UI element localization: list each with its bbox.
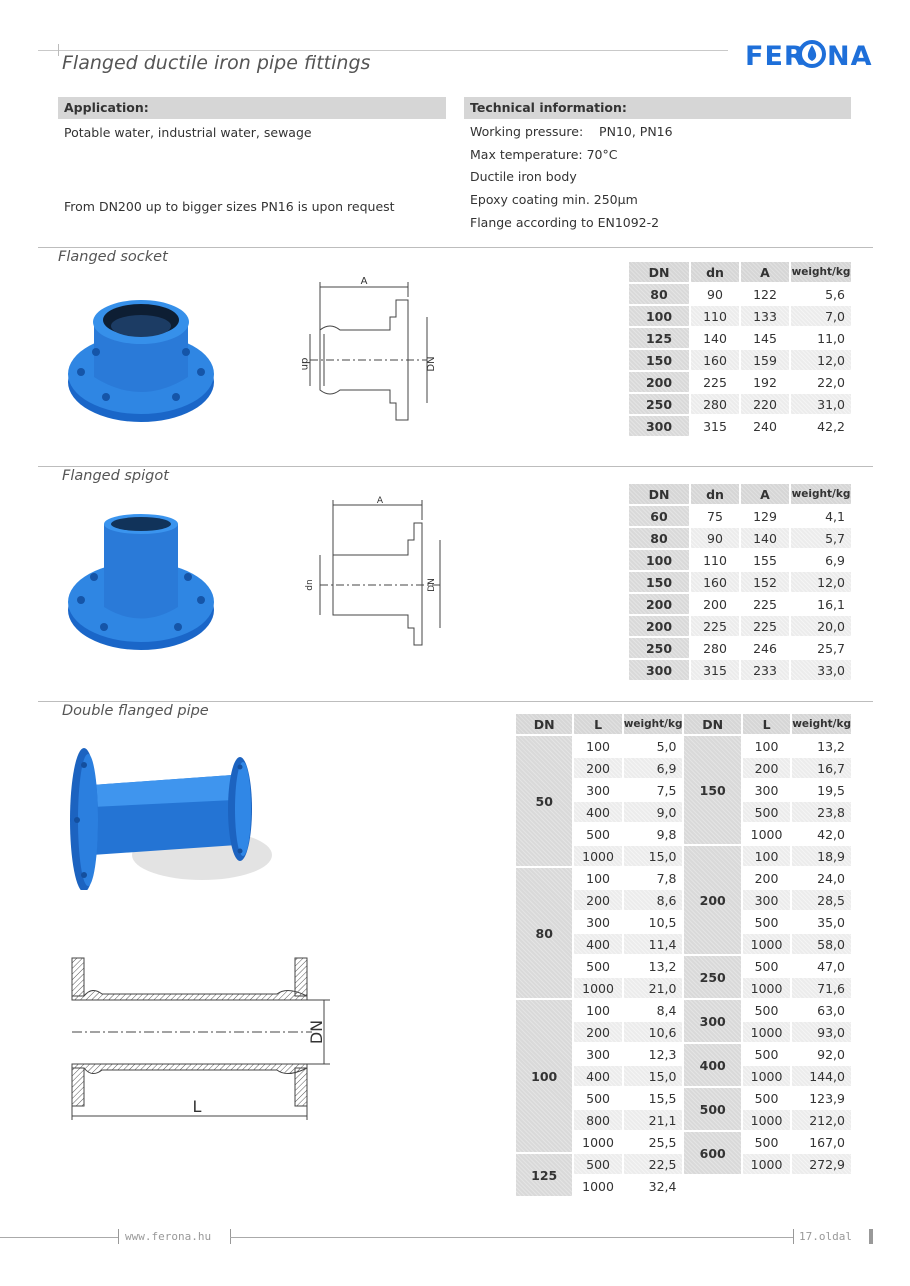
weight-cell: 22,0 — [791, 372, 851, 392]
table-cell: 225 — [691, 616, 739, 636]
table-cell: 133 — [741, 306, 789, 326]
footer-tick — [118, 1229, 119, 1244]
weight-cell: 18,9 — [792, 846, 851, 866]
double-flanged-rows — [516, 736, 851, 1196]
weight-cell: 123,9 — [792, 1088, 851, 1108]
flanged-socket-rows — [629, 284, 851, 436]
col-header: weight/kg — [792, 714, 851, 734]
tech-line-pressure: Working pressure: PN10, PN16 — [470, 124, 673, 139]
weight-cell: 9,8 — [624, 824, 683, 844]
col-header: A — [741, 262, 789, 282]
table-cell: 129 — [741, 506, 789, 526]
weight-cell: 16,7 — [792, 758, 851, 778]
application-heading: Application: — [58, 97, 446, 119]
table-cell: 140 — [691, 328, 739, 348]
table-row — [516, 1000, 851, 1020]
col-header: DN — [516, 714, 572, 734]
length-cell: 200 — [743, 758, 790, 778]
length-cell: 500 — [574, 1154, 621, 1174]
col-header: L — [574, 714, 621, 734]
length-cell: 500 — [743, 1088, 790, 1108]
application-note: From DN200 up to bigger sizes PN16 is upon request — [64, 199, 395, 214]
col-header: weight/kg — [791, 484, 851, 504]
weight-cell: 19,5 — [792, 780, 851, 800]
dn-cell: 125 — [516, 1154, 572, 1196]
ferona-logo — [745, 38, 873, 70]
weight-cell: 15,0 — [624, 1066, 683, 1086]
weight-cell: 7,8 — [624, 868, 683, 888]
title-rule — [38, 50, 728, 51]
double-label-l: L — [192, 1097, 202, 1116]
dn-cell: 50 — [516, 736, 572, 866]
weight-cell: 20,0 — [791, 616, 851, 636]
table-cell: 90 — [691, 528, 739, 548]
dn-cell: 250 — [629, 394, 689, 414]
weight-cell: 21,1 — [624, 1110, 683, 1130]
weight-cell: 144,0 — [792, 1066, 851, 1086]
table-row — [629, 660, 851, 680]
page-title: Flanged ductile iron pipe fittings — [62, 52, 371, 74]
length-cell: 300 — [743, 890, 790, 910]
length-cell: 200 — [574, 1022, 621, 1042]
section-divider — [38, 466, 873, 467]
length-cell: 1000 — [743, 1110, 790, 1130]
socket-label-dn-small: dn — [299, 357, 310, 371]
dn-cell: 100 — [629, 550, 689, 570]
dn-cell: 300 — [629, 416, 689, 436]
length-cell: 500 — [574, 956, 621, 976]
table-cell: 140 — [741, 528, 789, 548]
dn-cell: 80 — [629, 528, 689, 548]
weight-cell: 5,0 — [624, 736, 683, 756]
section-divider — [38, 701, 873, 702]
table-row — [629, 638, 851, 658]
table-cell: 110 — [691, 550, 739, 570]
col-header: L — [743, 714, 790, 734]
logo-text-left: FER — [745, 41, 806, 70]
dn-cell: 60 — [629, 506, 689, 526]
table-cell: 280 — [691, 638, 739, 658]
spigot-label-dn-big: DN — [427, 578, 437, 592]
table-row — [516, 736, 851, 756]
length-cell: 1000 — [743, 1066, 790, 1086]
table-row — [629, 284, 851, 304]
table-cell: 160 — [691, 572, 739, 592]
table-cell: 145 — [741, 328, 789, 348]
section-divider — [38, 247, 873, 248]
length-cell: 1000 — [574, 1176, 621, 1196]
weight-cell: 93,0 — [792, 1022, 851, 1042]
weight-cell: 9,0 — [624, 802, 683, 822]
table-cell: 110 — [691, 306, 739, 326]
length-cell: 100 — [574, 1000, 621, 1020]
col-header: weight/kg — [624, 714, 683, 734]
weight-cell: 7,5 — [624, 780, 683, 800]
dn-cell: 300 — [684, 1000, 740, 1042]
length-cell: 400 — [574, 802, 621, 822]
dn-cell: 200 — [629, 594, 689, 614]
weight-cell: 6,9 — [791, 550, 851, 570]
weight-cell: 92,0 — [792, 1044, 851, 1064]
weight-cell: 42,2 — [791, 416, 851, 436]
table-cell: 152 — [741, 572, 789, 592]
flanged-spigot-rows — [629, 506, 851, 680]
table-header-row — [629, 262, 851, 282]
dn-cell: 200 — [684, 846, 740, 954]
table-header-row — [629, 484, 851, 504]
length-cell: 1000 — [743, 1154, 790, 1174]
socket-label-a: A — [360, 276, 368, 287]
table-row — [629, 594, 851, 614]
weight-cell: 23,8 — [792, 802, 851, 822]
tech-line-temperature: Max temperature: 70°C — [470, 147, 618, 162]
weight-cell: 5,7 — [791, 528, 851, 548]
table-row — [629, 506, 851, 526]
dn-cell: 400 — [684, 1044, 740, 1086]
length-cell: 300 — [574, 780, 621, 800]
length-cell: 1000 — [743, 978, 790, 998]
col-header: dn — [691, 484, 739, 504]
weight-cell: 42,0 — [792, 824, 851, 844]
table-cell: 122 — [741, 284, 789, 304]
weight-cell: 24,0 — [792, 868, 851, 888]
table-row — [629, 416, 851, 436]
weight-cell: 8,6 — [624, 890, 683, 910]
table-row — [629, 550, 851, 570]
title-rule-tick — [58, 44, 59, 56]
dn-cell: 200 — [629, 616, 689, 636]
length-cell: 500 — [574, 824, 621, 844]
table-cell: 225 — [741, 616, 789, 636]
length-cell: 300 — [743, 780, 790, 800]
col-header: A — [741, 484, 789, 504]
double-flanged-drawing — [62, 950, 337, 1125]
weight-cell: 35,0 — [792, 912, 851, 932]
dn-cell: 600 — [684, 1132, 740, 1174]
weight-cell: 58,0 — [792, 934, 851, 954]
length-cell: 500 — [743, 1132, 790, 1152]
table-cell: 225 — [691, 372, 739, 392]
table-cell: 246 — [741, 638, 789, 658]
table-row — [629, 394, 851, 414]
table-cell: 159 — [741, 350, 789, 370]
weight-cell: 6,9 — [624, 758, 683, 778]
weight-cell: 11,4 — [624, 934, 683, 954]
weight-cell: 16,1 — [791, 594, 851, 614]
table-cell: 233 — [741, 660, 789, 680]
length-cell: 500 — [743, 956, 790, 976]
dn-cell: 100 — [516, 1000, 572, 1152]
weight-cell: 4,1 — [791, 506, 851, 526]
dn-cell: 100 — [629, 306, 689, 326]
table-cell: 200 — [691, 594, 739, 614]
table-row — [629, 528, 851, 548]
footer-url: www.ferona.hu — [125, 1230, 212, 1243]
application-text: Potable water, industrial water, sewage — [64, 125, 312, 140]
footer-tick — [793, 1229, 794, 1244]
length-cell: 100 — [574, 736, 621, 756]
weight-cell: 28,5 — [792, 890, 851, 910]
spigot-label-a: A — [376, 496, 384, 506]
dn-cell: 300 — [629, 660, 689, 680]
length-cell: 500 — [743, 1000, 790, 1020]
empty-cell — [684, 1176, 851, 1196]
length-cell: 1000 — [743, 824, 790, 844]
length-cell: 500 — [574, 1088, 621, 1108]
dn-cell: 150 — [629, 350, 689, 370]
table-cell: 280 — [691, 394, 739, 414]
dn-cell: 80 — [516, 868, 572, 998]
weight-cell: 13,2 — [792, 736, 851, 756]
col-header: DN — [629, 484, 689, 504]
weight-cell: 13,2 — [624, 956, 683, 976]
flanged-socket-title: Flanged socket — [58, 249, 168, 265]
dn-cell: 250 — [629, 638, 689, 658]
flanged-spigot-drawing — [300, 495, 450, 660]
flanged-spigot-title: Flanged spigot — [62, 468, 169, 484]
length-cell: 200 — [574, 890, 621, 910]
footer-end-mark — [869, 1229, 873, 1244]
flanged-socket-table — [627, 260, 853, 438]
length-cell: 100 — [574, 868, 621, 888]
length-cell: 400 — [574, 1066, 621, 1086]
col-header: DN — [629, 262, 689, 282]
weight-cell: 15,0 — [624, 846, 683, 866]
flanged-socket-photo — [66, 282, 216, 427]
weight-cell: 11,0 — [791, 328, 851, 348]
tech-line-body: Ductile iron body — [470, 169, 577, 184]
weight-cell: 21,0 — [624, 978, 683, 998]
footer-rule-left — [0, 1237, 118, 1238]
weight-cell: 71,6 — [792, 978, 851, 998]
length-cell: 200 — [743, 868, 790, 888]
table-cell: 220 — [741, 394, 789, 414]
length-cell: 100 — [743, 846, 790, 866]
table-row — [629, 306, 851, 326]
dn-cell: 150 — [684, 736, 740, 844]
length-cell: 1000 — [574, 978, 621, 998]
table-header-row — [516, 714, 851, 734]
length-cell: 300 — [574, 912, 621, 932]
dn-cell: 125 — [629, 328, 689, 348]
weight-cell: 33,0 — [791, 660, 851, 680]
length-cell: 500 — [743, 912, 790, 932]
weight-cell: 12,0 — [791, 572, 851, 592]
length-cell: 1000 — [574, 1132, 621, 1152]
weight-cell: 8,4 — [624, 1000, 683, 1020]
weight-cell: 22,5 — [624, 1154, 683, 1174]
table-cell: 240 — [741, 416, 789, 436]
technical-heading: Technical information: — [464, 97, 851, 119]
table-cell: 155 — [741, 550, 789, 570]
length-cell: 1000 — [743, 934, 790, 954]
dn-cell: 500 — [684, 1088, 740, 1130]
table-row — [629, 572, 851, 592]
double-label-dn: DN — [307, 1019, 326, 1045]
length-cell: 300 — [574, 1044, 621, 1064]
length-cell: 1000 — [743, 1022, 790, 1042]
weight-cell: 25,7 — [791, 638, 851, 658]
weight-cell: 7,0 — [791, 306, 851, 326]
dn-cell: 200 — [629, 372, 689, 392]
table-cell: 90 — [691, 284, 739, 304]
tech-line-flange: Flange according to EN1092-2 — [470, 215, 660, 230]
flanged-spigot-photo — [66, 512, 216, 652]
table-row — [629, 616, 851, 636]
table-cell: 160 — [691, 350, 739, 370]
flanged-spigot-table — [627, 482, 853, 682]
weight-cell: 25,5 — [624, 1132, 683, 1152]
weight-cell: 5,6 — [791, 284, 851, 304]
weight-cell: 31,0 — [791, 394, 851, 414]
weight-cell: 32,4 — [624, 1176, 683, 1196]
tech-line-coating: Epoxy coating min. 250µm — [470, 192, 638, 207]
weight-cell: 63,0 — [792, 1000, 851, 1020]
length-cell: 800 — [574, 1110, 621, 1130]
col-header: DN — [684, 714, 740, 734]
table-cell: 192 — [741, 372, 789, 392]
weight-cell: 15,5 — [624, 1088, 683, 1108]
weight-cell: 10,5 — [624, 912, 683, 932]
table-row — [629, 372, 851, 392]
flanged-socket-drawing — [290, 272, 440, 437]
weight-cell: 167,0 — [792, 1132, 851, 1152]
weight-cell: 12,0 — [791, 350, 851, 370]
dn-cell: 250 — [684, 956, 740, 998]
weight-cell: 12,3 — [624, 1044, 683, 1064]
weight-cell: 10,6 — [624, 1022, 683, 1042]
col-header: dn — [691, 262, 739, 282]
length-cell: 100 — [743, 736, 790, 756]
table-cell: 315 — [691, 660, 739, 680]
length-cell: 1000 — [574, 846, 621, 866]
spigot-label-dn-small: dn — [305, 579, 315, 591]
length-cell: 500 — [743, 802, 790, 822]
length-cell: 500 — [743, 1044, 790, 1064]
socket-label-dn-big: DN — [426, 356, 437, 372]
dn-cell: 150 — [629, 572, 689, 592]
col-header: weight/kg — [791, 262, 851, 282]
double-flanged-title: Double flanged pipe — [62, 703, 209, 719]
length-cell: 400 — [574, 934, 621, 954]
footer-rule-middle — [230, 1237, 793, 1238]
table-cell: 315 — [691, 416, 739, 436]
table-cell: 75 — [691, 506, 739, 526]
footer-page-number: 17.oldal — [799, 1230, 852, 1243]
weight-cell: 47,0 — [792, 956, 851, 976]
dn-cell: 80 — [629, 284, 689, 304]
table-cell: 225 — [741, 594, 789, 614]
table-row — [629, 328, 851, 348]
weight-cell: 212,0 — [792, 1110, 851, 1130]
double-flanged-photo — [62, 745, 272, 890]
length-cell: 200 — [574, 758, 621, 778]
double-flanged-table — [514, 712, 853, 1198]
weight-cell: 272,9 — [792, 1154, 851, 1174]
logo-text-right: NA — [827, 41, 873, 70]
table-row — [629, 350, 851, 370]
